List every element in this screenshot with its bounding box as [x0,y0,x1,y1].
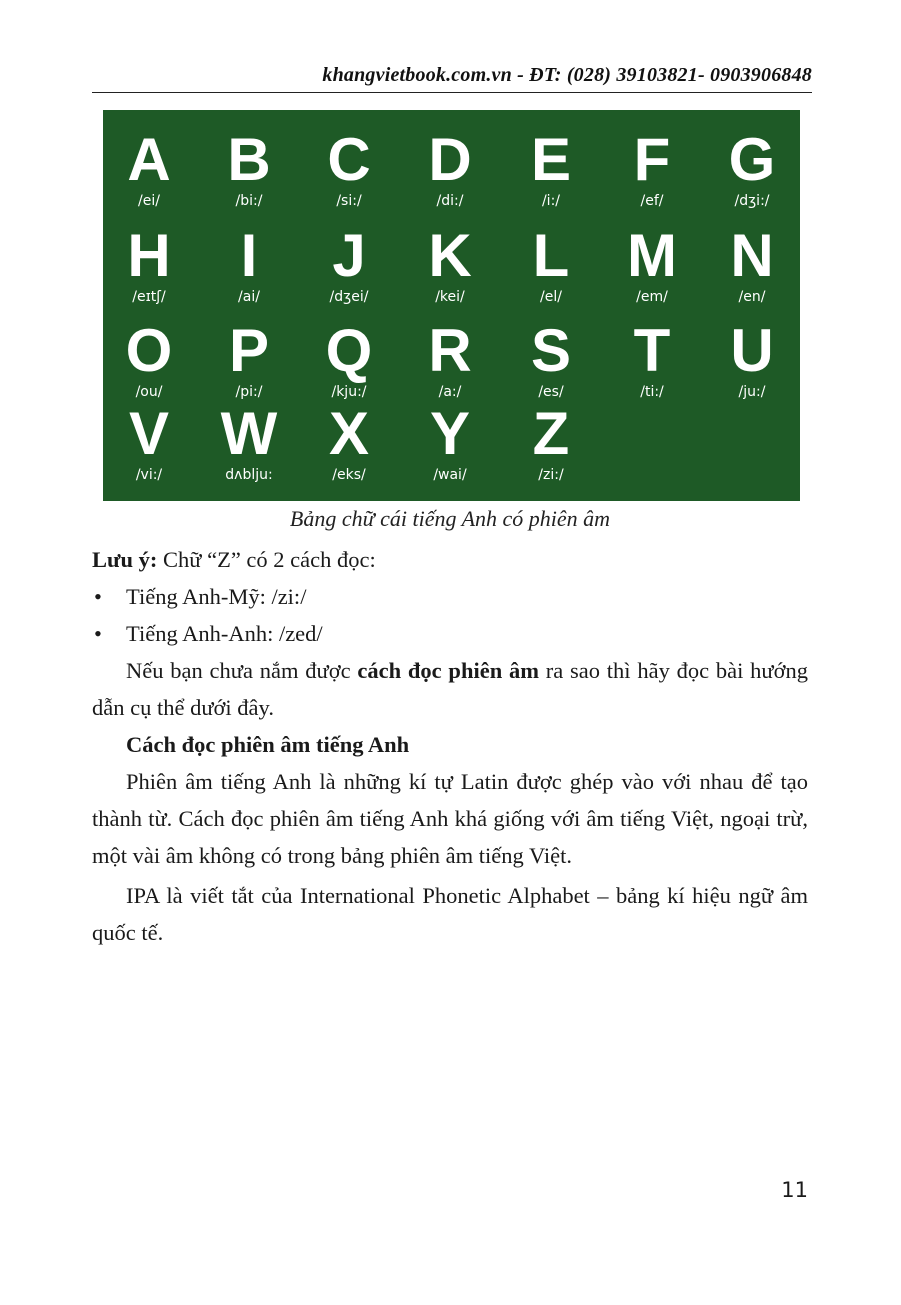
alphabet-cell-e [501,126,601,210]
alphabet-cell-d [400,126,500,210]
alphabet-ipa: /ou/ [135,384,163,400]
alphabet-ipa: /wai/ [433,467,467,483]
alphabet-letter: J [332,222,366,289]
alphabet-ipa: /a:/ [438,384,462,400]
bullet-icon: • [94,584,102,609]
alphabet-ipa: /ei/ [138,193,160,209]
running-header: khangvietbook.com.vn - ĐT: (028) 39103821- 0903906848 [322,64,812,86]
note-line [92,541,808,578]
paragraph-intro [92,652,808,726]
alphabet-ipa: /ef/ [640,193,664,209]
alphabet-cell-j [299,222,399,306]
bullet-item-uk [92,615,808,652]
alphabet-cell-k [400,222,500,306]
paragraph-phonetics: Phiên âm tiếng Anh là những kí tự Latin được ghép vào với nhau để tạo thành từ. Cách đọc phiên âm tiếng Anh khá giống với âm tiếng Việt, ngoại trừ, một vài âm không có trong bảng phiên âm tiếng Việt. [92,769,808,868]
paragraph-intro-text: Nếu bạn chưa nắm được [126,658,358,683]
alphabet-letter: F [633,126,671,193]
alphabet-letter: L [532,222,570,289]
alphabet-ipa: /ju:/ [738,384,766,400]
alphabet-cell-x [299,400,399,484]
alphabet-ipa: dʌblju: [225,467,273,483]
section-heading: Cách đọc phiên âm tiếng Anh [126,732,410,757]
alphabet-cell-b [199,126,299,210]
alphabet-letter: Y [429,400,471,467]
alphabet-cell-g [702,126,802,210]
alphabet-ipa: /dʒi:/ [734,193,770,209]
alphabet-ipa: /kju:/ [331,384,367,400]
alphabet-ipa: /bi:/ [235,193,263,209]
alphabet-cell-u [702,317,802,401]
alphabet-cell-q [299,317,399,401]
bullet-text: Tiếng Anh-Mỹ: /zi:/ [126,584,307,609]
alphabet-ipa: /em/ [636,289,668,305]
alphabet-cell-m [602,222,702,306]
alphabet-letter: B [227,126,271,193]
alphabet-cell-t [602,317,702,401]
figure-caption: Bảng chữ cái tiếng Anh có phiên âm [289,506,611,531]
alphabet-letter: Q [325,317,373,384]
alphabet-ipa: /kei/ [435,289,465,305]
bullet-text: Tiếng Anh-Anh: /zed/ [126,621,323,646]
alphabet-cell-s [501,317,601,401]
alphabet-letter: O [125,317,173,384]
alphabet-cell-c [299,126,399,210]
paragraph-intro-bold: cách đọc phiên âm [357,658,539,683]
alphabet-cell-l [501,222,601,306]
alphabet-letter: R [428,317,472,384]
alphabet-ipa: /zi:/ [538,467,564,483]
alphabet-cell-w [199,400,299,484]
alphabet-letter: E [530,126,572,193]
header-rule [92,92,812,93]
alphabet-ipa: /i:/ [541,193,561,209]
alphabet-letter: K [428,222,472,289]
note-text: Chữ “Z” có 2 cách đọc: [157,547,376,572]
alphabet-ipa: /eɪtʃ/ [132,289,166,305]
alphabet-cell-n [702,222,802,306]
alphabet-cell-a [99,126,199,210]
alphabet-ipa: /es/ [538,384,564,400]
alphabet-cell-y [400,400,500,484]
alphabet-ipa: /pi:/ [235,384,263,400]
alphabet-ipa: /dʒei/ [329,289,369,305]
alphabet-ipa: /eks/ [332,467,366,483]
bullet-icon: • [94,621,102,646]
alphabet-letter: T [633,317,671,384]
alphabet-cell-p [199,317,299,401]
alphabet-chart-image [103,110,800,501]
alphabet-letter: P [228,317,270,384]
alphabet-cell-z [501,400,601,484]
alphabet-letter: M [627,222,677,289]
alphabet-ipa: /en/ [738,289,766,305]
alphabet-letter: D [428,126,472,193]
alphabet-letter: U [730,317,774,384]
alphabet-cell-i [199,222,299,306]
alphabet-letter: W [220,400,278,467]
alphabet-letter: N [730,222,774,289]
body-content [92,541,808,951]
alphabet-letter: A [127,126,171,193]
alphabet-letter: G [728,126,776,193]
alphabet-cell-v [99,400,199,484]
alphabet-ipa: /ai/ [238,289,260,305]
alphabet-letter: I [240,222,258,289]
alphabet-ipa: /di:/ [436,193,464,209]
alphabet-cell-r [400,317,500,401]
alphabet-cell-h [99,222,199,306]
alphabet-letter: C [327,126,371,193]
alphabet-cell-o [99,317,199,401]
paragraph-ipa: IPA là viết tắt của International Phonetic Alphabet – bảng kí hiệu ngữ âm quốc tế. [92,883,808,945]
alphabet-ipa: /si:/ [336,193,362,209]
alphabet-letter: V [128,400,170,467]
page-number: 11 [781,1178,808,1202]
alphabet-letter: S [530,317,572,384]
alphabet-ipa: /vi:/ [135,467,163,483]
alphabet-ipa: /ti:/ [640,384,664,400]
alphabet-letter: H [127,222,171,289]
alphabet-cell-f [602,126,702,210]
alphabet-letter: Z [532,400,570,467]
note-label: Lưu ý: [92,547,158,572]
alphabet-letter: X [328,400,370,467]
paragraph-intro-text-end: ra sao thì hãy đọc bài hướng dẫn cụ thể dưới đây. [92,658,808,720]
alphabet-ipa: /el/ [540,289,562,305]
bullet-item-us [92,578,808,615]
